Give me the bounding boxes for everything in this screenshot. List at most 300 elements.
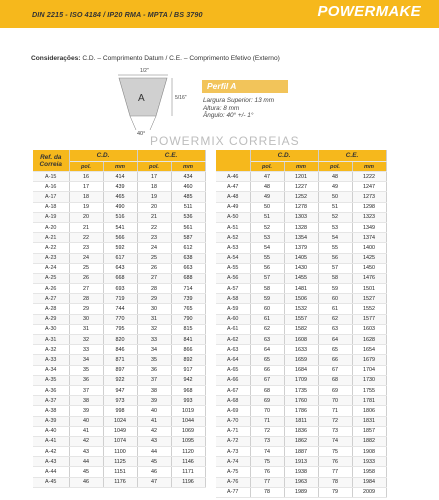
ref-cell: A-74 (216, 457, 250, 467)
ce-mm-cell: 1654 (352, 345, 386, 355)
ce-pol-cell: 72 (318, 416, 352, 426)
cd-mm-cell: 922 (103, 375, 137, 385)
cd-mm-cell: 1659 (284, 355, 318, 365)
ce-mm-cell: 739 (171, 294, 205, 304)
cd-mm-cell: 1430 (284, 263, 318, 273)
cd-mm-cell: 1227 (284, 182, 318, 192)
standards-text: DIN 2215 - ISO 4184 / IP20 RMA - MPTA / BS 3790 (32, 10, 203, 19)
ce-mm-cell: 663 (171, 263, 205, 273)
ce-pol-cell: 78 (318, 477, 352, 487)
ce-mm-cell: 1095 (171, 436, 205, 446)
table-row (33, 345, 205, 355)
ce-pol-cell: 34 (137, 345, 171, 355)
header-bar (0, 0, 439, 28)
table-row (216, 335, 386, 345)
cd-mm-cell: 1532 (284, 304, 318, 314)
ref-cell: A-28 (33, 304, 69, 314)
table-row (33, 182, 205, 192)
cd-pol-cell: 24 (69, 253, 103, 263)
cd-pol-cell: 33 (69, 345, 103, 355)
cd-mm-cell: 1278 (284, 202, 318, 212)
ref-cell: A-55 (216, 263, 250, 273)
ce-mm-cell: 815 (171, 324, 205, 334)
cd-pol-cell: 44 (69, 457, 103, 467)
table-row (216, 324, 386, 334)
cd-pol-cell: 68 (250, 385, 284, 395)
ref-cell: A-31 (33, 335, 69, 345)
ce-mm-cell: 511 (171, 202, 205, 212)
cd-pol-cell: 27 (69, 284, 103, 294)
col-cd: C.D. (69, 150, 137, 162)
cd-pol-cell: 64 (250, 345, 284, 355)
ref-cell: A-72 (216, 436, 250, 446)
table-row (216, 192, 386, 202)
table-row (33, 294, 205, 304)
table-row (33, 416, 205, 426)
table-row (33, 314, 205, 324)
ref-cell: A-15 (33, 172, 69, 182)
ce-mm-cell: 1425 (352, 253, 386, 263)
cd-pol-cell: 59 (250, 294, 284, 304)
ref-cell: A-60 (216, 314, 250, 324)
ref-cell: A-30 (33, 324, 69, 334)
cd-mm-cell: 1811 (284, 416, 318, 426)
ref-cell: A-24 (33, 263, 69, 273)
cd-pol-cell: 20 (69, 212, 103, 222)
cd-mm-cell: 1963 (284, 477, 318, 487)
cd-pol-cell: 73 (250, 436, 284, 446)
ce-pol-cell: 63 (318, 324, 352, 334)
ce-mm-cell: 790 (171, 314, 205, 324)
cd-mm-cell: 693 (103, 284, 137, 294)
ce-pol-cell: 17 (137, 172, 171, 182)
cd-pol-cell: 66 (250, 365, 284, 375)
ce-mm-cell: 1730 (352, 375, 386, 385)
table-row (216, 416, 386, 426)
cd-pol-cell: 77 (250, 477, 284, 487)
table-row (33, 243, 205, 253)
table-row (216, 314, 386, 324)
table-row (33, 202, 205, 212)
col-ce-mm: mm (171, 162, 205, 172)
cd-mm-cell: 1582 (284, 324, 318, 334)
ce-mm-cell: 1349 (352, 222, 386, 232)
cd-pol-cell: 60 (250, 304, 284, 314)
cd-mm-cell: 1989 (284, 487, 318, 497)
col-cd-mm: mm (103, 162, 137, 172)
cd-pol-cell: 76 (250, 467, 284, 477)
col-ce-mm: mm (352, 162, 386, 172)
ref-cell: A-75 (216, 467, 250, 477)
ref-cell: A-27 (33, 294, 69, 304)
table-row (216, 222, 386, 232)
ce-mm-cell: 1374 (352, 233, 386, 243)
ref-cell: A-57 (216, 284, 250, 294)
cd-pol-cell: 25 (69, 263, 103, 273)
ref-cell: A-47 (216, 182, 250, 192)
ref-cell: A-34 (33, 365, 69, 375)
cd-mm-cell: 541 (103, 222, 137, 232)
table-row (33, 477, 205, 487)
ce-pol-cell: 76 (318, 457, 352, 467)
considerations (31, 55, 280, 62)
cd-pol-cell: 16 (69, 172, 103, 182)
ce-mm-cell: 460 (171, 182, 205, 192)
col-ref (216, 150, 250, 172)
cd-mm-cell: 820 (103, 335, 137, 345)
table-row (33, 263, 205, 273)
cd-mm-cell: 770 (103, 314, 137, 324)
cd-pol-cell: 69 (250, 396, 284, 406)
ce-pol-cell: 38 (137, 385, 171, 395)
ce-pol-cell: 41 (137, 416, 171, 426)
ce-pol-cell: 19 (137, 192, 171, 202)
cd-mm-cell: 744 (103, 304, 137, 314)
ce-mm-cell: 434 (171, 172, 205, 182)
table-row (216, 467, 386, 477)
ce-mm-cell: 1577 (352, 314, 386, 324)
ref-cell: A-69 (216, 406, 250, 416)
cd-pol-cell: 37 (69, 385, 103, 395)
ce-mm-cell: 1908 (352, 447, 386, 457)
ce-pol-cell: 54 (318, 233, 352, 243)
ce-mm-cell: 1552 (352, 304, 386, 314)
ce-mm-cell: 1958 (352, 467, 386, 477)
cd-pol-cell: 49 (250, 192, 284, 202)
ce-pol-cell: 61 (318, 304, 352, 314)
cd-pol-cell: 41 (69, 426, 103, 436)
cd-mm-cell: 1506 (284, 294, 318, 304)
cd-mm-cell: 1125 (103, 457, 137, 467)
ce-mm-cell: 1146 (171, 457, 205, 467)
ce-pol-cell: 39 (137, 396, 171, 406)
cd-pol-cell: 21 (69, 222, 103, 232)
ce-mm-cell: 1857 (352, 426, 386, 436)
ce-pol-cell: 59 (318, 284, 352, 294)
ref-cell: A-58 (216, 294, 250, 304)
cd-pol-cell: 62 (250, 324, 284, 334)
watermark: POWERMIX CORREIAS (150, 134, 300, 148)
ce-pol-cell: 47 (137, 477, 171, 487)
ref-cell: A-71 (216, 426, 250, 436)
ce-pol-cell: 57 (318, 263, 352, 273)
cd-mm-cell: 1760 (284, 396, 318, 406)
spec-width: Largura Superior: 13 mm (203, 97, 275, 104)
ref-cell: A-29 (33, 314, 69, 324)
cd-mm-cell: 973 (103, 396, 137, 406)
table-row (216, 304, 386, 314)
ce-mm-cell: 2009 (352, 487, 386, 497)
ce-mm-cell: 485 (171, 192, 205, 202)
cd-pol-cell: 30 (69, 314, 103, 324)
ref-cell: A-18 (33, 202, 69, 212)
ref-cell: A-63 (216, 345, 250, 355)
ref-cell: A-76 (216, 477, 250, 487)
ce-mm-cell: 1222 (352, 172, 386, 182)
ce-pol-cell: 35 (137, 355, 171, 365)
ref-cell: A-33 (33, 355, 69, 365)
cd-pol-cell: 65 (250, 355, 284, 365)
cd-mm-cell: 1379 (284, 243, 318, 253)
ce-pol-cell: 18 (137, 182, 171, 192)
table-row (33, 396, 205, 406)
ref-cell: A-50 (216, 212, 250, 222)
cd-mm-cell: 1684 (284, 365, 318, 375)
ce-pol-cell: 43 (137, 436, 171, 446)
col-ref: Ref. da Correia (33, 150, 69, 172)
considerations-text: C.D. – Comprimento Datum / C.E. – Comprimento Efetivo (Externo) (80, 55, 280, 62)
belt-table-left (33, 150, 206, 488)
cd-mm-cell: 1176 (103, 477, 137, 487)
ref-cell: A-21 (33, 233, 69, 243)
col-ce-pol: pol. (318, 162, 352, 172)
cd-pol-cell: 74 (250, 447, 284, 457)
cd-pol-cell: 50 (250, 202, 284, 212)
ce-mm-cell: 1933 (352, 457, 386, 467)
ce-mm-cell: 942 (171, 375, 205, 385)
ref-cell: A-48 (216, 192, 250, 202)
table-row (216, 355, 386, 365)
ce-mm-cell: 1831 (352, 416, 386, 426)
table-row (33, 324, 205, 334)
ce-mm-cell: 1247 (352, 182, 386, 192)
ce-pol-cell: 75 (318, 447, 352, 457)
cd-pol-cell: 38 (69, 396, 103, 406)
ref-cell: A-35 (33, 375, 69, 385)
ref-cell: A-37 (33, 396, 69, 406)
cd-pol-cell: 36 (69, 375, 103, 385)
ce-pol-cell: 32 (137, 324, 171, 334)
cd-mm-cell: 1608 (284, 335, 318, 345)
cd-mm-cell: 1201 (284, 172, 318, 182)
ce-mm-cell: 841 (171, 335, 205, 345)
cd-mm-cell: 871 (103, 355, 137, 365)
cd-pol-cell: 19 (69, 202, 103, 212)
col-cd-mm: mm (284, 162, 318, 172)
table-row (33, 284, 205, 294)
ce-pol-cell: 31 (137, 314, 171, 324)
cd-pol-cell: 52 (250, 222, 284, 232)
ce-mm-cell: 1298 (352, 202, 386, 212)
ce-mm-cell: 1527 (352, 294, 386, 304)
ref-cell: A-19 (33, 212, 69, 222)
table-row (216, 284, 386, 294)
ce-mm-cell: 968 (171, 385, 205, 395)
cd-mm-cell: 719 (103, 294, 137, 304)
cd-mm-cell: 1557 (284, 314, 318, 324)
ce-pol-cell: 71 (318, 406, 352, 416)
ref-cell: A-66 (216, 375, 250, 385)
table-row (216, 243, 386, 253)
cd-pol-cell: 67 (250, 375, 284, 385)
ce-pol-cell: 45 (137, 457, 171, 467)
ce-mm-cell: 561 (171, 222, 205, 232)
cd-pol-cell: 18 (69, 192, 103, 202)
ce-pol-cell: 46 (137, 467, 171, 477)
ref-cell: A-38 (33, 406, 69, 416)
col-ce: C.E. (137, 150, 205, 162)
ce-mm-cell: 1171 (171, 467, 205, 477)
cd-pol-cell: 72 (250, 426, 284, 436)
ce-mm-cell: 1755 (352, 385, 386, 395)
ce-pol-cell: 33 (137, 335, 171, 345)
cd-mm-cell: 1481 (284, 284, 318, 294)
ref-cell: A-41 (33, 436, 69, 446)
table-row (216, 457, 386, 467)
ce-pol-cell: 24 (137, 243, 171, 253)
ce-pol-cell: 67 (318, 365, 352, 375)
ref-cell: A-51 (216, 222, 250, 232)
profile-title: Perfil A (207, 81, 237, 91)
ce-mm-cell: 1450 (352, 263, 386, 273)
ce-pol-cell: 28 (137, 284, 171, 294)
cd-mm-cell: 1633 (284, 345, 318, 355)
cd-mm-cell: 947 (103, 385, 137, 395)
cd-mm-cell: 643 (103, 263, 137, 273)
ce-pol-cell: 40 (137, 406, 171, 416)
ref-cell: A-54 (216, 253, 250, 263)
table-row (33, 253, 205, 263)
table-row (33, 436, 205, 446)
table-row (216, 273, 386, 283)
cd-mm-cell: 1024 (103, 416, 137, 426)
cd-mm-cell: 465 (103, 192, 137, 202)
cd-pol-cell: 17 (69, 182, 103, 192)
ce-pol-cell: 52 (318, 212, 352, 222)
ref-cell: A-20 (33, 222, 69, 232)
table-row (216, 426, 386, 436)
cd-pol-cell: 29 (69, 304, 103, 314)
ref-cell: A-73 (216, 447, 250, 457)
ref-cell: A-46 (216, 172, 250, 182)
ce-pol-cell: 70 (318, 396, 352, 406)
ce-mm-cell: 892 (171, 355, 205, 365)
ref-cell: A-77 (216, 487, 250, 497)
cd-mm-cell: 1328 (284, 222, 318, 232)
cd-mm-cell: 516 (103, 212, 137, 222)
table-row (216, 263, 386, 273)
ce-pol-cell: 50 (318, 192, 352, 202)
table-row (216, 385, 386, 395)
ref-cell: A-42 (33, 447, 69, 457)
cd-mm-cell: 1074 (103, 436, 137, 446)
ce-pol-cell: 25 (137, 253, 171, 263)
table-row (216, 375, 386, 385)
ce-pol-cell: 69 (318, 385, 352, 395)
cd-mm-cell: 1913 (284, 457, 318, 467)
ce-pol-cell: 62 (318, 314, 352, 324)
ce-pol-cell: 29 (137, 294, 171, 304)
cd-pol-cell: 35 (69, 365, 103, 375)
cd-pol-cell: 53 (250, 233, 284, 243)
ref-cell: A-32 (33, 345, 69, 355)
table-row (216, 447, 386, 457)
cd-mm-cell: 1786 (284, 406, 318, 416)
cd-mm-cell: 617 (103, 253, 137, 263)
ce-pol-cell: 56 (318, 253, 352, 263)
ce-pol-cell: 49 (318, 182, 352, 192)
table-row (216, 233, 386, 243)
ce-mm-cell: 1273 (352, 192, 386, 202)
ref-cell: A-17 (33, 192, 69, 202)
table-row (33, 233, 205, 243)
table-row (216, 294, 386, 304)
ref-cell: A-53 (216, 243, 250, 253)
table-row (33, 365, 205, 375)
ref-cell: A-61 (216, 324, 250, 334)
ce-pol-cell: 36 (137, 365, 171, 375)
ce-mm-cell: 612 (171, 243, 205, 253)
ce-mm-cell: 917 (171, 365, 205, 375)
ce-pol-cell: 65 (318, 345, 352, 355)
belt-profile-diagram (98, 64, 208, 140)
ce-pol-cell: 20 (137, 202, 171, 212)
cd-pol-cell: 39 (69, 406, 103, 416)
table-row (216, 396, 386, 406)
ce-mm-cell: 1323 (352, 212, 386, 222)
cd-mm-cell: 668 (103, 273, 137, 283)
ce-mm-cell: 1806 (352, 406, 386, 416)
cd-mm-cell: 566 (103, 233, 137, 243)
ce-mm-cell: 1781 (352, 396, 386, 406)
cd-pol-cell: 54 (250, 243, 284, 253)
col-cd-pol: pol. (69, 162, 103, 172)
ref-cell: A-52 (216, 233, 250, 243)
table-row (33, 273, 205, 283)
table-row (216, 182, 386, 192)
ce-mm-cell: 1400 (352, 243, 386, 253)
ce-mm-cell: 1019 (171, 406, 205, 416)
ce-mm-cell: 714 (171, 284, 205, 294)
ce-mm-cell: 1501 (352, 284, 386, 294)
cd-mm-cell: 846 (103, 345, 137, 355)
cd-pol-cell: 55 (250, 253, 284, 263)
ce-mm-cell: 1603 (352, 324, 386, 334)
table-row (216, 202, 386, 212)
ce-pol-cell: 58 (318, 273, 352, 283)
table-row (216, 345, 386, 355)
ref-cell: A-36 (33, 385, 69, 395)
ce-mm-cell: 1704 (352, 365, 386, 375)
spec-angle: Ângulo: 40° +/- 1° (203, 112, 254, 120)
cd-pol-cell: 78 (250, 487, 284, 497)
cd-pol-cell: 26 (69, 273, 103, 283)
ref-cell: A-70 (216, 416, 250, 426)
ce-mm-cell: 1044 (171, 416, 205, 426)
cd-pol-cell: 34 (69, 355, 103, 365)
table-row (33, 426, 205, 436)
table-row (216, 487, 386, 497)
ce-pol-cell: 21 (137, 212, 171, 222)
cd-pol-cell: 45 (69, 467, 103, 477)
ref-cell: A-49 (216, 202, 250, 212)
cd-pol-cell: 70 (250, 406, 284, 416)
ref-cell: A-25 (33, 273, 69, 283)
cd-pol-cell: 51 (250, 212, 284, 222)
ce-pol-cell: 44 (137, 447, 171, 457)
cd-mm-cell: 490 (103, 202, 137, 212)
cd-mm-cell: 1252 (284, 192, 318, 202)
table-row (216, 253, 386, 263)
ce-mm-cell: 1476 (352, 273, 386, 283)
ce-pol-cell: 22 (137, 222, 171, 232)
ce-mm-cell: 1679 (352, 355, 386, 365)
ce-pol-cell: 60 (318, 294, 352, 304)
cd-mm-cell: 1938 (284, 467, 318, 477)
table-row (216, 212, 386, 222)
ce-pol-cell: 42 (137, 426, 171, 436)
table-row (33, 385, 205, 395)
